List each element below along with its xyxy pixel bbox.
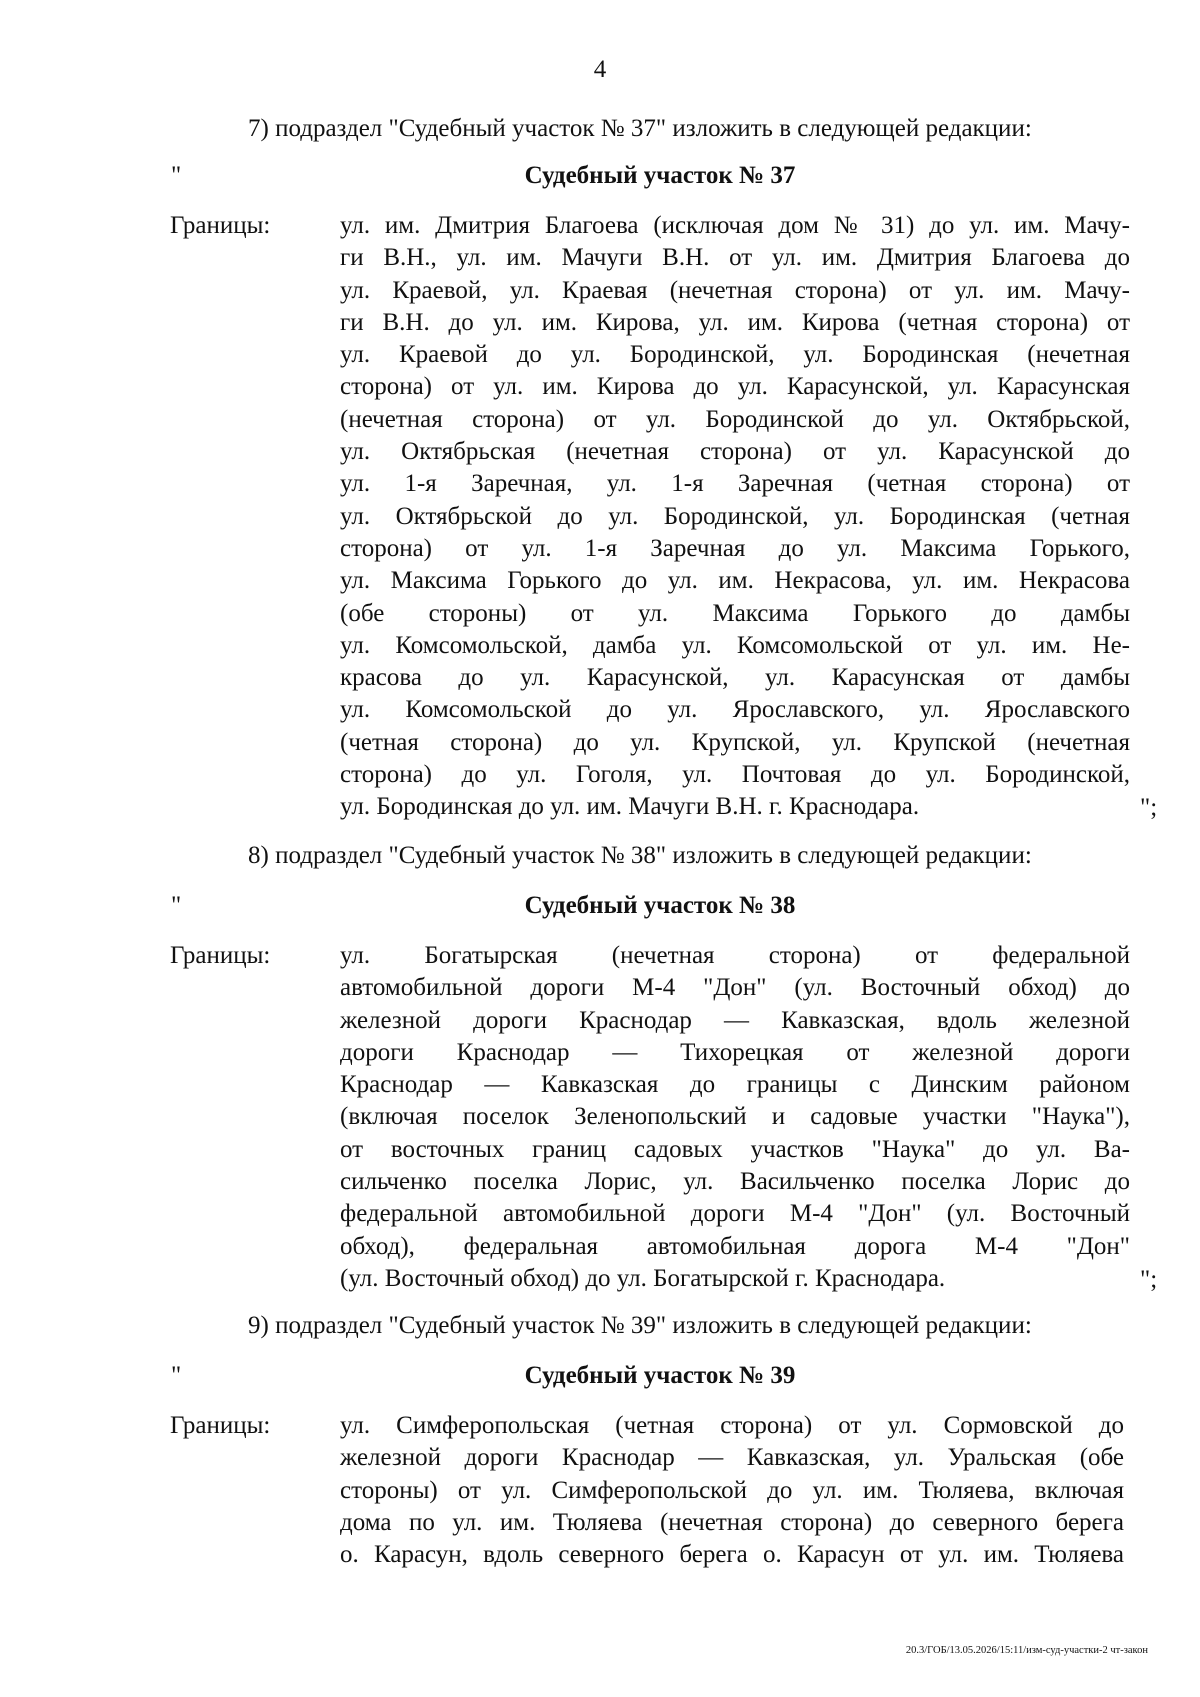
section-38-body	[340, 940, 1130, 1295]
body-line: дороги Краснодар — Тихорецкая от железной дороги	[340, 1038, 1130, 1066]
body-line: (обе стороны) от ул. Максима Горького до дамбы	[340, 599, 1130, 627]
section-37-heading: Судебный участок № 37	[524, 162, 796, 189]
body-line: ул. Комсомольской, дамба ул. Комсомольской от ул. им. Не-	[340, 631, 1130, 659]
section-39-heading: Судебный участок № 39	[524, 1362, 796, 1389]
body-line: стороны) от ул. Симферопольской до ул. им. Тюляева, включая	[340, 1476, 1124, 1504]
page-number: 4	[593, 56, 607, 83]
body-line: (ул. Восточный обход) до ул. Богатырской г. Краснодара.	[340, 1264, 946, 1292]
body-line: дома по ул. им. Тюляева (нечетная сторона) до северного берега	[340, 1508, 1124, 1536]
section-37-label: Границы:	[170, 212, 271, 239]
body-line: железной дороги Краснодар — Кавказская, вдоль железной	[340, 1006, 1130, 1034]
body-line: ул. Богатырская (нечетная сторона) от федеральной	[340, 942, 1130, 969]
body-line: Краснодар — Кавказская до границы с Динским районом	[340, 1071, 1130, 1099]
body-line: сторона) от ул. 1-я Заречная до ул. Максима Горького,	[340, 534, 1130, 562]
body-line: железной дороги Краснодар — Кавказская, ул. Уральская (обе	[340, 1444, 1124, 1472]
body-line: ул. Бородинская до ул. им. Мачуги В.Н. г. Краснодара.	[340, 793, 920, 821]
body-line: ул. Краевой, ул. Краевая (нечетная сторона) от ул. им. Мачу-	[340, 276, 1130, 304]
body-line: (четная сторона) до ул. Крупской, ул. Крупской (нечетная	[340, 728, 1130, 756]
body-line: сильченко поселка Лорис, ул. Васильченко поселка Лорис до	[340, 1168, 1130, 1196]
section-38-open-quote: "	[171, 892, 182, 919]
body-line: ул. им. Дмитрия Благоева (исключая дом № 31) до ул. им. Мачу-	[340, 212, 1130, 239]
body-line: (нечетная сторона) от ул. Бородинской до ул. Октябрьской,	[340, 405, 1130, 433]
section-38-label: Границы:	[170, 942, 271, 969]
body-line: ул. Октябрьская (нечетная сторона) от ул. Карасунской до	[340, 438, 1130, 466]
body-line: ул. Максима Горького до ул. им. Некрасова, ул. им. Некрасова	[340, 567, 1130, 595]
body-line: ги В.Н. до ул. им. Кирова, ул. им. Кирова (четная сторона) от	[340, 308, 1130, 336]
section-38-intro: 8) подраздел "Судебный участок № 38" изложить в следующей редакции:	[248, 842, 1032, 869]
body-line: ул. Комсомольской до ул. Ярославского, ул. Ярославского	[340, 696, 1130, 724]
section-39-body	[340, 1410, 1124, 1571]
body-line: ул. Краевой до ул. Бородинской, ул. Бородинская (нечетная	[340, 341, 1130, 369]
body-line: красова до ул. Карасунской, ул. Карасунская от дамбы	[340, 664, 1130, 692]
body-line: ул. 1-я Заречная, ул. 1-я Заречная (четная сторона) от	[340, 470, 1130, 498]
section-38-heading: Судебный участок № 38	[524, 892, 796, 919]
section-37-open-quote: "	[171, 162, 182, 189]
body-line: ул. Симферопольская (четная сторона) от ул. Сормовской до	[340, 1412, 1124, 1439]
body-line: обход), федеральная автомобильная дорога М-4 "Дон"	[340, 1232, 1130, 1260]
body-line: федеральной автомобильной дороги М-4 "Дон" (ул. Восточный	[340, 1200, 1130, 1228]
section-37-intro: 7) подраздел "Судебный участок № 37" изложить в следующей редакции:	[248, 115, 1032, 142]
body-line: ги В.Н., ул. им. Мачуги В.Н. от ул. им. Дмитрия Благоева до	[340, 244, 1130, 272]
section-38-close-quote: ";	[1140, 1266, 1158, 1293]
body-line: сторона) от ул. им. Кирова до ул. Карасунской, ул. Карасунская	[340, 373, 1130, 401]
body-line: автомобильной дороги М-4 "Дон" (ул. Восточный обход) до	[340, 974, 1130, 1002]
body-line: ул. Октябрьской до ул. Бородинской, ул. Бородинская (четная	[340, 502, 1130, 530]
body-line: (включая поселок Зеленопольский и садовые участки "Наука"),	[340, 1103, 1130, 1131]
body-line: от восточных границ садовых участков "Наука" до ул. Ва-	[340, 1135, 1130, 1163]
section-39-label: Границы:	[170, 1412, 271, 1439]
section-37-body	[340, 210, 1130, 824]
section-37-close-quote: ";	[1140, 794, 1158, 821]
section-39-intro: 9) подраздел "Судебный участок № 39" изложить в следующей редакции:	[248, 1312, 1032, 1339]
section-39-open-quote: "	[171, 1362, 182, 1389]
body-line: сторона) до ул. Гоголя, ул. Почтовая до ул. Бородинской,	[340, 761, 1130, 789]
body-line: о. Карасун, вдоль северного берега о. Карасун от ул. им. Тюляева	[340, 1541, 1124, 1569]
document-footer-code: 20.3/ГОБ/13.05.2026/15:11/изм-суд-участки-2 чт-закон	[905, 1645, 1148, 1656]
